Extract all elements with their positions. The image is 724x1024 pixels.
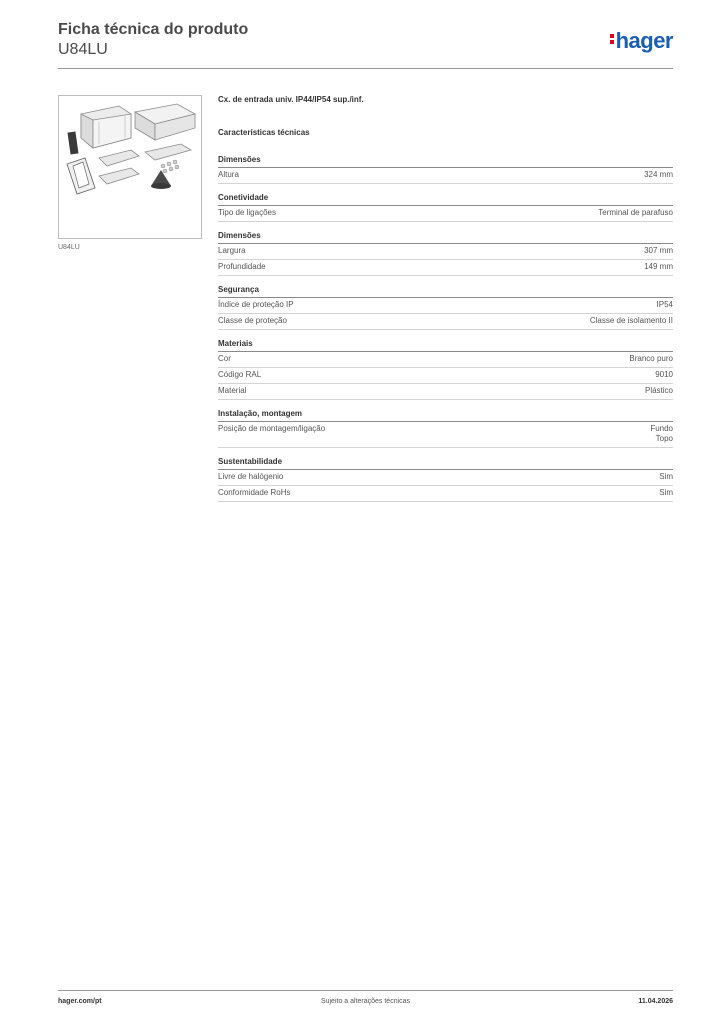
page-header: [58, 20, 673, 70]
product-code-title: U84LU: [58, 41, 108, 58]
spec-row: [218, 260, 673, 276]
spec-row: [218, 384, 673, 400]
spec-label: Cor: [218, 354, 231, 363]
spec-label: Tipo de ligações: [218, 208, 276, 217]
spec-value-line: Topo: [655, 434, 673, 443]
spec-group-instalacao: [218, 408, 673, 448]
spec-group-conetividade: [218, 192, 673, 222]
spec-row: [218, 352, 673, 368]
product-image: [58, 95, 202, 239]
spec-label: Conformidade RoHs: [218, 488, 291, 497]
spec-value: Classe de isolamento II: [589, 316, 673, 325]
spec-value: Plástico: [644, 386, 673, 395]
spec-group-sustentabilidade: [218, 456, 673, 502]
spec-label: Classe de proteção: [218, 316, 287, 325]
hager-logo: [610, 28, 673, 54]
spec-label: Largura: [218, 246, 246, 255]
spec-content: [218, 95, 673, 502]
spec-label: Índice de proteção IP: [218, 300, 294, 309]
footer-website-link[interactable]: hager.com/pt: [58, 998, 102, 1005]
logo-text: hager: [615, 28, 673, 53]
spec-row: [218, 298, 673, 314]
spec-row: [218, 168, 673, 184]
spec-group-title: Sustentabilidade: [218, 456, 673, 470]
spec-value: Sim: [659, 488, 673, 497]
spec-value: Sim: [659, 472, 673, 481]
spec-group-dimensoes-2: [218, 230, 673, 276]
spec-value: 149 mm: [644, 262, 673, 271]
product-description: Cx. de entrada univ. IP44/IP54 sup./inf.: [218, 95, 364, 104]
spec-group-materiais: [218, 338, 673, 400]
spec-label: Profundidade: [218, 262, 266, 271]
spec-value: IP54: [656, 300, 673, 309]
spec-group-title: Instalação, montagem: [218, 408, 673, 422]
spec-group-title: Materiais: [218, 338, 673, 352]
logo-dots-icon: [610, 32, 615, 46]
spec-row: [218, 368, 673, 384]
spec-group-dimensoes-1: [218, 154, 673, 184]
spec-row: [218, 470, 673, 486]
spec-value-line: Fundo: [650, 424, 673, 433]
page-title: Ficha técnica do produto: [58, 21, 249, 38]
spec-row: [218, 244, 673, 260]
section-title: Características técnicas: [218, 128, 310, 137]
spec-value: 9010: [655, 370, 673, 379]
product-illustration: [59, 96, 201, 238]
spec-label: Altura: [218, 170, 239, 179]
header-divider: [58, 68, 673, 69]
spec-label: Livre de halógenio: [218, 472, 284, 481]
spec-value: 307 mm: [644, 246, 673, 255]
footer-date: 11.04.2026: [638, 998, 673, 1005]
spec-group-title: Segurança: [218, 284, 673, 298]
spec-group-title: Conetividade: [218, 192, 673, 206]
spec-value: Terminal de parafuso: [598, 208, 673, 217]
spec-group-title: Dimensões: [218, 154, 673, 168]
spec-label: Posição de montagem/ligação: [218, 424, 326, 433]
spec-row: [218, 314, 673, 330]
footer-divider: [58, 990, 673, 991]
spec-row: [218, 422, 673, 448]
spec-group-seguranca: [218, 284, 673, 330]
spec-label: Material: [218, 386, 247, 395]
spec-row: [218, 486, 673, 502]
spec-value: 324 mm: [644, 170, 673, 179]
spec-row: [218, 206, 673, 222]
image-caption: U84LU: [58, 244, 80, 251]
footer-notice: Sujeito a alterações técnicas: [320, 998, 411, 1005]
spec-value: [650, 424, 673, 444]
spec-label: Código RAL: [218, 370, 262, 379]
spec-value: Branco puro: [629, 354, 673, 363]
spec-group-title: Dimensões: [218, 230, 673, 244]
